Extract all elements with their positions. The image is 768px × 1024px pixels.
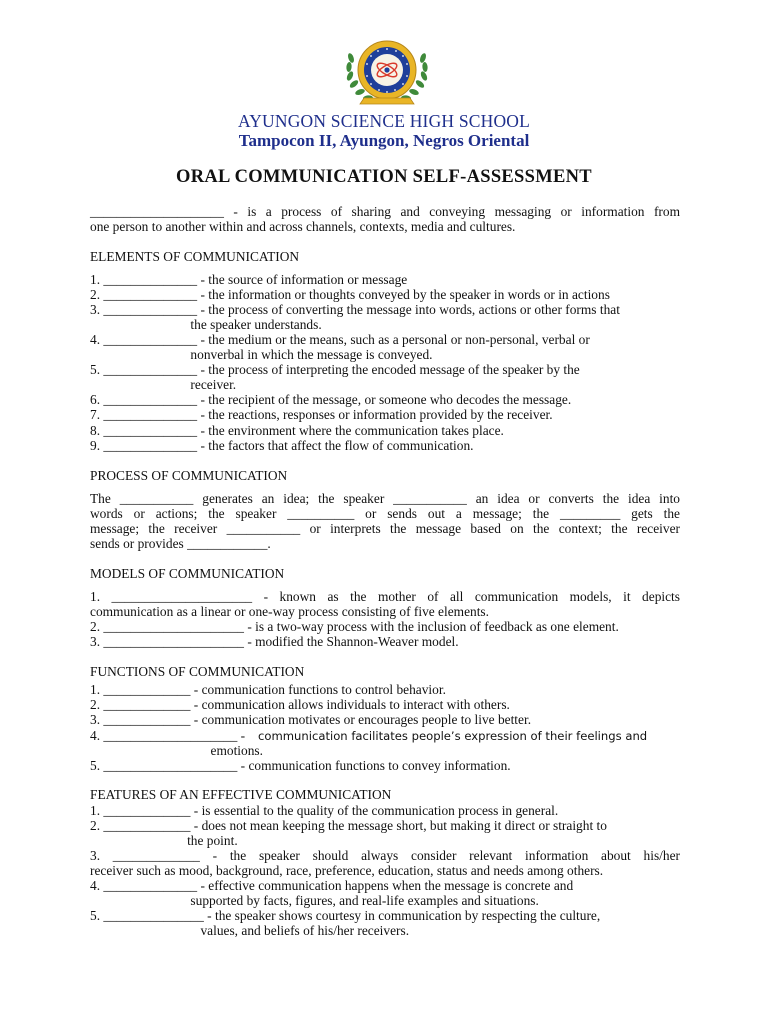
intro-line: ____________________ - is a process of sharing and conveying messaging or information from [90, 204, 680, 219]
list-item-continuation: the point. [90, 833, 238, 848]
list-item-continuation: supported by facts, figures, and real-life examples and situations. [90, 893, 539, 908]
list-item-continuation: nonverbal in which the message is conveyed. [90, 347, 433, 362]
paragraph-line: message; the receiver ___________ or interprets the message based on the context; the receiver [90, 521, 680, 536]
list-item-continuation: communication as a linear or one-way process consisting of five elements. [90, 604, 489, 619]
paragraph-line: sends or provides ____________. [90, 536, 271, 551]
list-item: 1. _____________ - communication functions to control behavior. [90, 682, 446, 697]
school-seal-icon [340, 36, 434, 112]
paragraph-line: The ___________ generates an idea; the speaker ___________ an idea or converts the idea into [90, 491, 680, 506]
section-heading-features: FEATURES OF AN EFFECTIVE COMMUNICATION [90, 787, 392, 802]
list-item: 3. _____________ - the speaker should always consider relevant information about his/her [90, 848, 680, 863]
list-item-continuation: receiver. [90, 377, 237, 392]
list-item: 2. ______________ - the information or thoughts conveyed by the speaker in words or in actions [90, 287, 610, 302]
list-item-continuation: the speaker understands. [90, 317, 322, 332]
list-item: 4. ______________ - the medium or the means, such as a personal or non-personal, verbal or [90, 332, 590, 347]
list-item: 2. _____________ - does not mean keeping the message short, but making it direct or straight to [90, 818, 607, 833]
school-address: Tampocon II, Ayungon, Negros Oriental [238, 131, 530, 150]
list-item: 5. ______________ - the process of interpreting the encoded message of the speaker by the [90, 362, 580, 377]
list-item: 3. _____________________ - modified the Shannon-Weaver model. [90, 634, 459, 649]
list-item: 5. ____________________ - communication functions to convey information. [90, 758, 511, 773]
list-item: 4. ____________________ - [90, 728, 246, 743]
list-item: 2. _____________________ - is a two-way process with the inclusion of feedback as one element. [90, 619, 619, 634]
list-item: 3. _____________ - communication motivates or encourages people to live better. [90, 712, 532, 727]
list-item: 1. _____________________ - known as the mother of all communication models, it depicts [90, 589, 680, 604]
list-item: 1. ______________ - the source of information or message [90, 272, 408, 287]
list-item: 2. _____________ - communication allows individuals to interact with others. [90, 697, 510, 712]
list-item: 5. _______________ - the speaker shows courtesy in communication by respecting the culture, [90, 908, 601, 923]
list-item: 4. ______________ - effective communication happens when the message is concrete and [90, 878, 574, 893]
school-name: AYUNGON SCIENCE HIGH SCHOOL [237, 111, 531, 131]
paragraph-line: words or actions; the speaker __________ or sends out a message; the _________ gets the [90, 506, 680, 521]
list-item: 8. ______________ - the environment where the communication takes place. [90, 423, 504, 438]
list-item-continuation: emotions. [90, 743, 263, 758]
list-item: 1. _____________ - is essential to the quality of the communication process in general. [90, 803, 559, 818]
list-item-continuation: values, and beliefs of his/her receivers. [90, 923, 410, 938]
list-item: 7. ______________ - the reactions, responses or information provided by the receiver. [90, 407, 553, 422]
section-heading-functions: FUNCTIONS OF COMMUNICATION [90, 664, 305, 679]
document-title: ORAL COMMUNICATION SELF-ASSESSMENT [176, 167, 592, 187]
section-heading-elements: ELEMENTS OF COMMUNICATION [90, 249, 300, 264]
list-item-continuation: receiver such as mood, background, race, preference, education, status and needs among others. [90, 863, 604, 878]
list-item-text: communication facilitates people’s expression of their feelings and [258, 729, 648, 743]
intro-line: one person to another within and across channels, contexts, media and cultures. [90, 219, 516, 234]
list-item: 3. ______________ - the process of converting the message into words, actions or other forms that [90, 302, 620, 317]
list-item: 6. ______________ - the recipient of the message, or someone who decodes the message. [90, 392, 572, 407]
list-item: 9. ______________ - the factors that affect the flow of communication. [90, 438, 474, 453]
section-heading-models: MODELS OF COMMUNICATION [90, 566, 285, 581]
section-heading-process: PROCESS OF COMMUNICATION [90, 468, 288, 483]
